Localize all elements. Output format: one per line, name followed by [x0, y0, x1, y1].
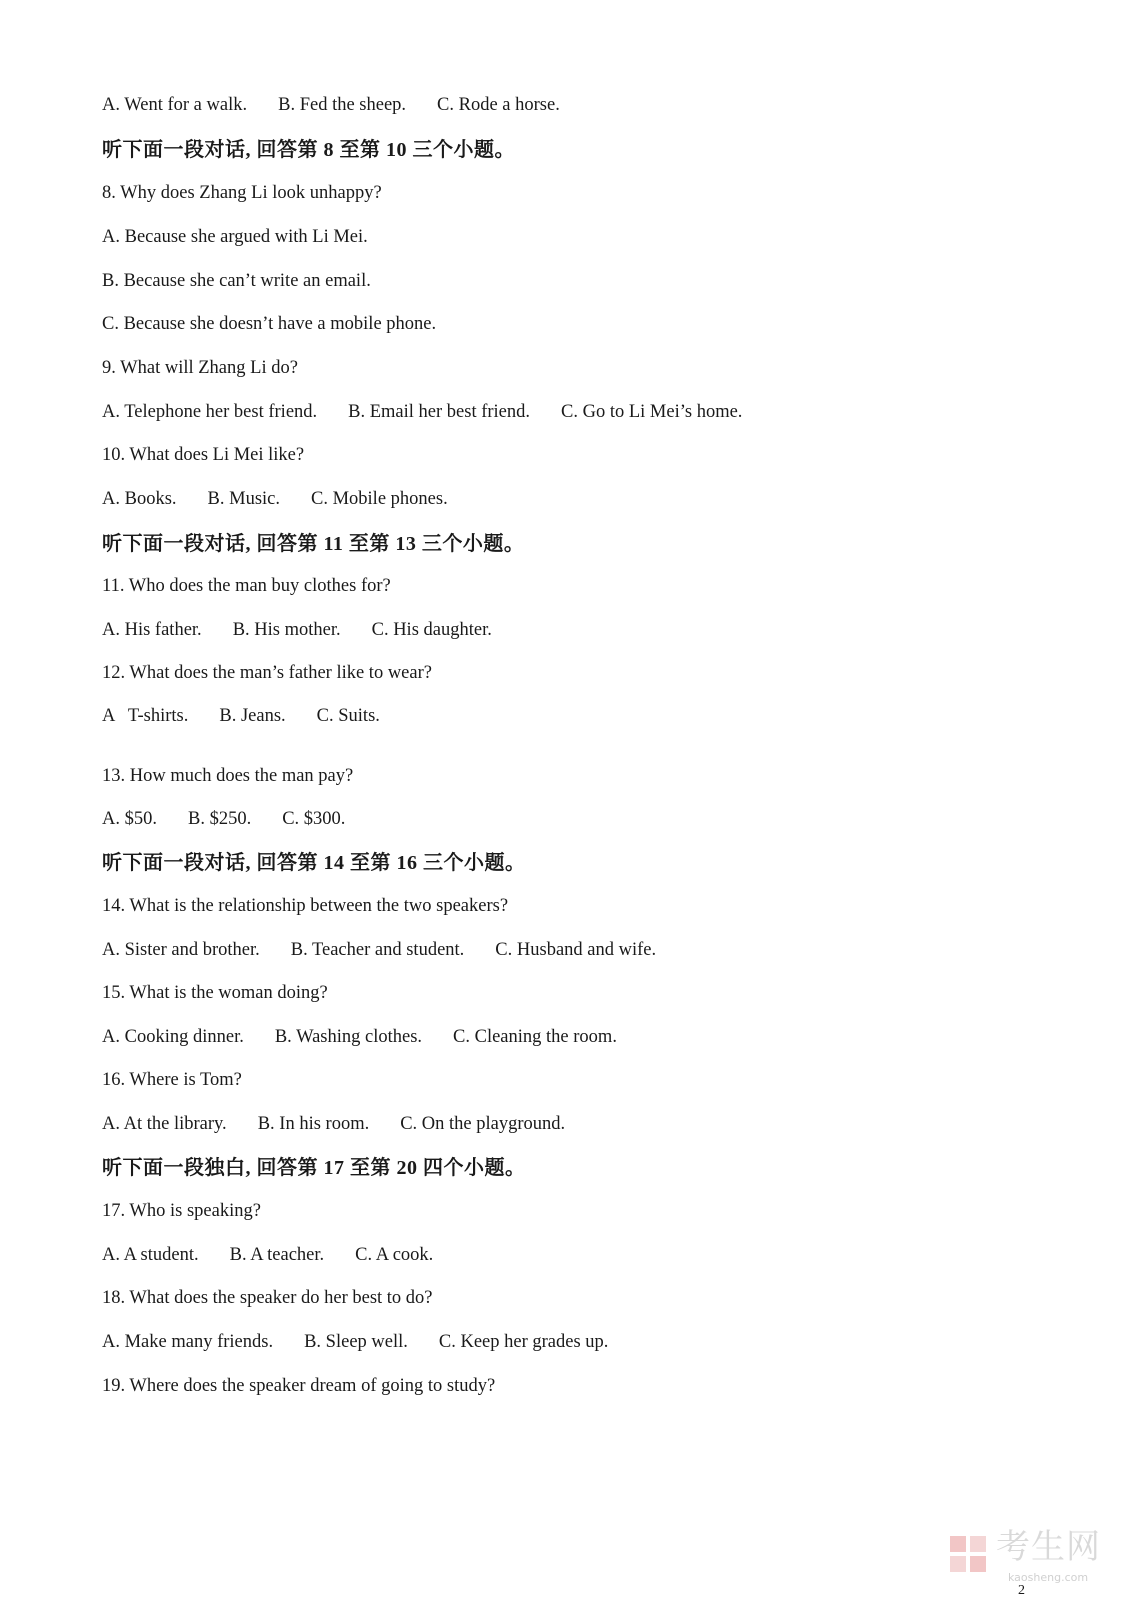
answer-options: [102, 1115, 565, 1134]
question-text: 12. What does the man’s father like to wear?: [102, 663, 432, 683]
answer-option: C. Keep her grades up.: [438, 1332, 609, 1352]
answer-option: C. On the playground.: [400, 1114, 566, 1134]
answer-option: A T-shirts.: [102, 706, 189, 726]
answer-options: [102, 1246, 433, 1265]
answer-options: [102, 96, 560, 115]
question-text: 8. Why does Zhang Li look unhappy?: [102, 183, 382, 203]
answer-option: B. Washing clothes.: [274, 1027, 423, 1047]
answer-option: C. Cleaning the room.: [453, 1027, 617, 1047]
answer-option: A. Went for a walk.: [102, 95, 248, 115]
question-text: 10. What does Li Mei like?: [102, 445, 305, 465]
kaosheng-logo-icon: [948, 1534, 988, 1574]
answer-option: C. $300.: [282, 809, 346, 829]
answer-option: C. Suits.: [316, 706, 380, 726]
question-text: 16. Where is Tom?: [102, 1070, 242, 1090]
answer-option: A. His father.: [102, 620, 202, 640]
answer-option: A. Make many friends.: [102, 1332, 274, 1352]
answer-option: C. His daughter.: [371, 620, 492, 640]
answer-option: A. A student.: [102, 1245, 199, 1265]
answer-option: B. In his room.: [257, 1114, 370, 1134]
question-text: 17. Who is speaking?: [102, 1201, 261, 1221]
section-heading: 听下面一段对话, 回答第 14 至第 16 三个小题。: [102, 852, 526, 874]
answer-option: C. A cook.: [355, 1245, 434, 1265]
watermark-name: 考生网: [996, 1527, 1101, 1567]
answer-options: [102, 621, 492, 640]
question-text: 15. What is the woman doing?: [102, 983, 328, 1003]
answer-options: [102, 490, 448, 509]
watermark: [948, 1527, 1118, 1586]
question-text: 19. Where does the speaker dream of going to study?: [102, 1376, 496, 1396]
answer-option: B. Fed the sheep.: [278, 95, 407, 115]
watermark-site: kaosheng.com: [1008, 1571, 1089, 1584]
answer-option: B. Email her best friend.: [348, 402, 531, 422]
answer-options: [102, 941, 656, 960]
answer-option: A. Because she argued with Li Mei.: [102, 227, 368, 247]
section-heading: 听下面一段对话, 回答第 8 至第 10 三个小题。: [102, 139, 515, 161]
answer-option: B. Teacher and student.: [290, 940, 465, 960]
answer-option: B. $250.: [188, 809, 252, 829]
question-text: 18. What does the speaker do her best to do?: [102, 1288, 433, 1308]
answer-option: B. Jeans.: [219, 706, 286, 726]
answer-option: A. Sister and brother.: [102, 940, 260, 960]
answer-options: [102, 1028, 617, 1047]
answer-options: [102, 707, 380, 726]
answer-option: B. Music.: [207, 489, 280, 509]
question-text: 13. How much does the man pay?: [102, 766, 354, 786]
answer-option: B. A teacher.: [229, 1245, 325, 1265]
page-number: 2: [1018, 1583, 1025, 1598]
answer-option: A. Telephone her best friend.: [102, 402, 318, 422]
answer-option: B. Because she can’t write an email.: [102, 271, 371, 291]
answer-option: B. His mother.: [232, 620, 341, 640]
answer-option: A. Cooking dinner.: [102, 1027, 244, 1047]
section-heading: 听下面一段独白, 回答第 17 至第 20 四个小题。: [102, 1157, 526, 1179]
answer-options: [102, 810, 345, 829]
answer-option: C. Husband and wife.: [495, 940, 657, 960]
answer-option: C. Rode a horse.: [437, 95, 560, 115]
answer-option: A. At the library.: [102, 1114, 227, 1134]
answer-option: C. Go to Li Mei’s home.: [561, 402, 743, 422]
answer-option: C. Because she doesn’t have a mobile phone.: [102, 314, 437, 334]
question-text: 14. What is the relationship between the two speakers?: [102, 896, 509, 916]
answer-option: A. $50.: [102, 809, 157, 829]
answer-option: B. Sleep well.: [304, 1332, 408, 1352]
answer-options: [102, 403, 742, 422]
question-text: 9. What will Zhang Li do?: [102, 358, 298, 378]
answer-options: [102, 1333, 608, 1352]
section-heading: 听下面一段对话, 回答第 11 至第 13 三个小题。: [102, 533, 525, 555]
question-text: 11. Who does the man buy clothes for?: [102, 576, 391, 596]
answer-option: A. Books.: [102, 489, 177, 509]
answer-option: C. Mobile phones.: [311, 489, 448, 509]
